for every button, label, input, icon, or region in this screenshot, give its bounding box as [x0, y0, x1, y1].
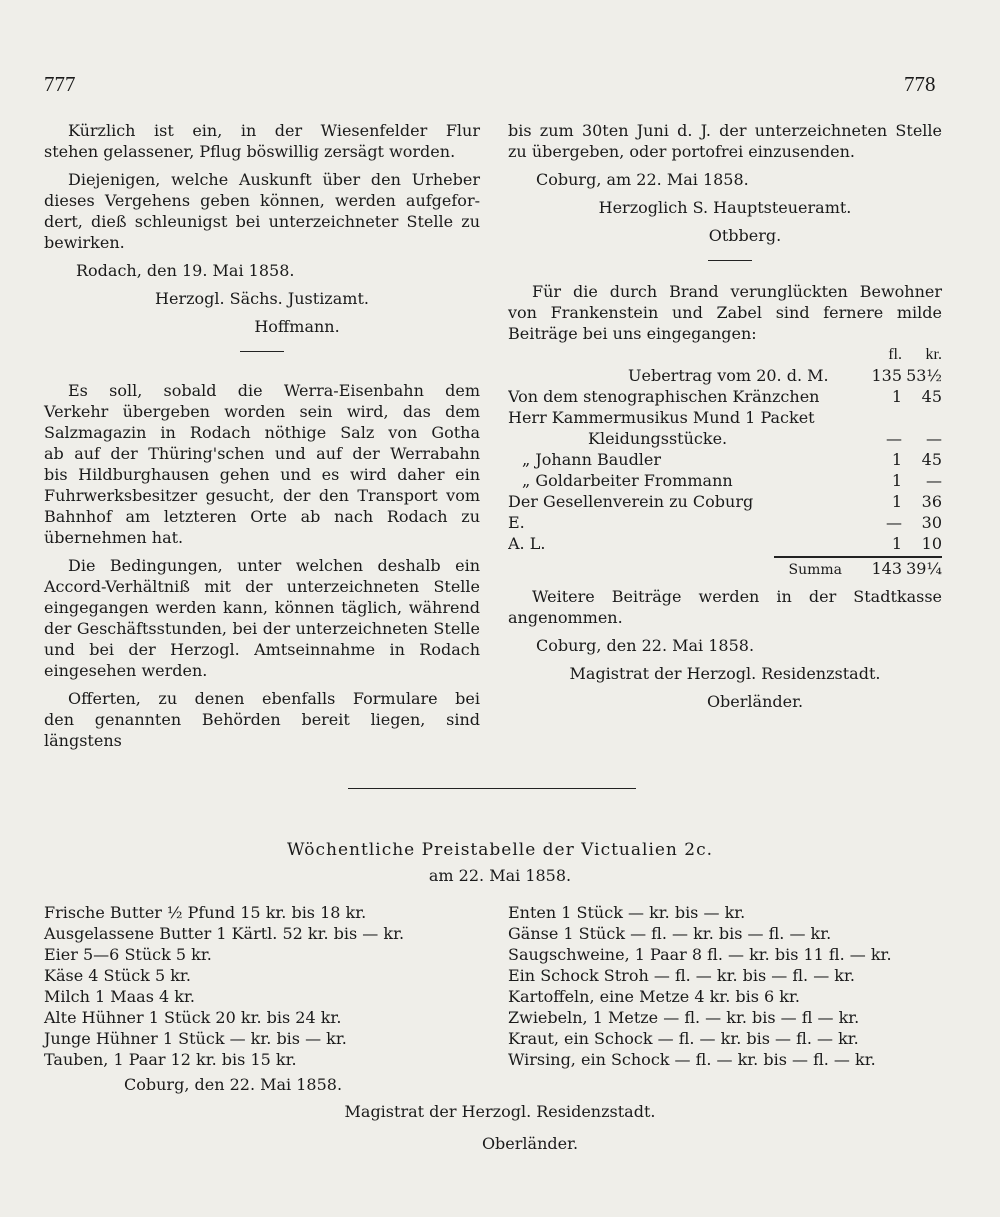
price-item: Tauben, 1 Paar 12 kr. bis 15 kr.	[44, 1050, 297, 1069]
price-item: Käse 4 Stück 5 kr.	[44, 966, 191, 985]
donation-row	[508, 386, 942, 407]
donation-name: E.	[508, 513, 525, 532]
text-line: den genannten Behörden bereit liegen, sind längstens	[44, 710, 480, 750]
price-item: Ein Schock Stroh — fl. — kr. bis — fl. — kr.	[508, 966, 855, 985]
text-line: von Frankenstein und Zabel sind fernere milde	[508, 303, 942, 322]
text-line: Fuhrwerksbesitzer gesucht, der den Transport vom	[44, 486, 480, 505]
donation-name: Von dem stenographischen Kränzchen	[508, 387, 820, 406]
text-line: Diejenigen, welche Auskunft über den Urheber	[68, 170, 480, 189]
text-line: zu übergeben, oder portofrei einzusenden.	[508, 142, 855, 161]
donation-fl: 1	[891, 534, 902, 553]
notice-plough	[44, 120, 480, 337]
donation-kr: 36	[921, 492, 942, 511]
donation-kr: 45	[921, 450, 942, 469]
text-line: eingegangen werden kann, können täglich, während	[44, 598, 480, 617]
right-column	[508, 120, 942, 712]
donation-name: A. L.	[508, 534, 546, 553]
donation-fl: 1	[891, 492, 902, 511]
donation-kr: 30	[921, 513, 942, 532]
donation-name: Uebertrag vom 20. d. M.	[628, 366, 829, 385]
text-line: Bahnhof am letzteren Orte ab nach Rodach zu	[44, 507, 480, 526]
price-item: Wirsing, ein Schock — fl. — kr. bis — fl. — kr.	[508, 1050, 876, 1069]
place-date: Coburg, den 22. Mai 1858.	[536, 636, 755, 655]
donation-fl: —	[886, 513, 902, 532]
donation-kr: —	[926, 471, 942, 490]
page-number-left: 777	[44, 72, 76, 96]
donation-kr: 53½	[906, 366, 942, 385]
donation-fl: 1	[891, 387, 902, 406]
text-line: angenommen.	[508, 608, 623, 627]
price-item: Gänse 1 Stück — fl. — kr. bis — fl. — kr.	[508, 924, 832, 943]
text-line: übernehmen hat.	[44, 528, 184, 547]
place-date: Coburg, den 22. Mai 1858.	[124, 1075, 343, 1094]
donation-fl: 135	[871, 366, 902, 385]
signature: Otbberg.	[708, 226, 782, 245]
text-line: bewirken.	[44, 233, 125, 252]
place-date: Coburg, am 22. Mai 1858.	[536, 170, 749, 189]
donation-row	[508, 491, 942, 512]
text-line: Weitere Beiträge werden in der Stadtkasse	[532, 587, 942, 606]
text-line: Die Bedingungen, unter welchen deshalb ein	[68, 556, 480, 575]
text-line: Salzmagazin in Rodach nöthige Salz von Gotha	[44, 423, 480, 442]
authority: Magistrat der Herzogl. Residenzstadt.	[344, 1102, 656, 1121]
price-item: Kartoffeln, eine Metze 4 kr. bis 6 kr.	[508, 987, 800, 1006]
price-item: Frische Butter ½ Pfund 15 kr. bis 18 kr.	[44, 903, 367, 922]
price-item: Zwiebeln, 1 Metze — fl. — kr. bis — fl — kr.	[508, 1008, 860, 1027]
donation-row	[508, 512, 942, 533]
price-list-right	[508, 902, 948, 1070]
price-item: Junge Hühner 1 Stück — kr. bis — kr.	[44, 1029, 347, 1048]
text-line: Verkehr übergeben worden sein wird, das dem	[44, 402, 480, 421]
separator-rule	[240, 351, 284, 352]
authority: Herzoglich S. Hauptsteueramt.	[598, 198, 852, 217]
text-line: der Geschäftsstunden, bei der unterzeichneten Stelle	[44, 619, 480, 638]
text-line: Kürzlich ist ein, in der Wiesenfelder Flur	[68, 121, 480, 140]
notice-salt-transport	[44, 380, 480, 751]
donation-row	[508, 407, 942, 428]
column-head-fl: fl.	[888, 346, 902, 363]
donation-name: „ Goldarbeiter Frommann	[522, 471, 733, 490]
donation-row	[508, 533, 942, 554]
price-item: Ausgelassene Butter 1 Kärtl. 52 kr. bis — kr.	[44, 924, 405, 943]
donation-row	[508, 449, 942, 470]
donation-fl: 1	[891, 450, 902, 469]
donation-sum	[508, 558, 942, 579]
text-line: bis Hildburghausen gehen und es wird daher ein	[44, 465, 480, 484]
price-list-left	[44, 902, 444, 1095]
sum-kr: 39¼	[906, 559, 942, 578]
signature: Oberländer.	[481, 1134, 579, 1153]
authority: Herzogl. Sächs. Justizamt.	[155, 289, 369, 308]
donation-name: Kleidungsstücke.	[588, 429, 728, 448]
price-item: Saugschweine, 1 Paar 8 fl. — kr. bis 11 fl. — kr.	[508, 945, 892, 964]
sum-fl: 143	[871, 559, 902, 578]
text-line: Es soll, sobald die Werra-Eisenbahn dem	[68, 381, 480, 400]
text-line: Beiträge bei uns eingegangen:	[508, 324, 757, 343]
donation-fl: —	[886, 429, 902, 448]
donation-name: „ Johann Baudler	[522, 450, 662, 469]
text-line: dieses Vergehens geben können, werden aufgefor-	[44, 191, 480, 210]
text-line: Offerten, zu denen ebenfalls Formulare bei	[68, 689, 480, 708]
signature: Oberländer.	[706, 692, 804, 711]
text-line: eingesehen werden.	[44, 661, 208, 680]
price-table-title: Wöchentliche Preistabelle der Victualien 2c.	[286, 840, 714, 860]
text-line: ab auf der Thüring'schen und auf der Werrabahn	[44, 444, 480, 463]
section-rule	[348, 788, 636, 789]
price-item: Milch 1 Maas 4 kr.	[44, 987, 195, 1006]
price-table-date: am 22. Mai 1858.	[428, 866, 572, 885]
notice-continuation	[508, 120, 942, 246]
price-item: Enten 1 Stück — kr. bis — kr.	[508, 903, 746, 922]
donation-header	[508, 344, 942, 365]
text-line: Accord-Verhältniß mit der unterzeichneten Stelle	[44, 577, 480, 596]
sum-label: Summa	[788, 562, 842, 578]
price-item: Alte Hühner 1 Stück 20 kr. bis 24 kr.	[44, 1008, 342, 1027]
donation-fl: 1	[891, 471, 902, 490]
donation-row	[508, 428, 942, 449]
page-number-right: 778	[904, 72, 936, 96]
price-item: Eier 5—6 Stück 5 kr.	[44, 945, 212, 964]
donation-row	[508, 470, 942, 491]
text-line: Für die durch Brand verunglückten Bewohner	[532, 282, 942, 301]
text-line: stehen gelassener, Pflug böswillig zersägt worden.	[44, 142, 456, 161]
donation-kr: —	[926, 429, 942, 448]
text-line: und bei der Herzogl. Amtseinnahme in Rodach	[44, 640, 480, 659]
column-head-kr: kr.	[925, 346, 942, 363]
left-column	[44, 120, 480, 751]
signature: Hoffmann.	[254, 317, 340, 336]
notice-donations	[508, 281, 942, 712]
text-line: dert, dieß schleunigst bei unterzeichneter Stelle zu	[44, 212, 480, 231]
place-date: Rodach, den 19. Mai 1858.	[76, 261, 295, 280]
donation-name: Der Gesellenverein zu Coburg	[508, 492, 754, 511]
price-item: Kraut, ein Schock — fl. — kr. bis — fl. — kr.	[508, 1029, 859, 1048]
donation-row	[508, 365, 942, 386]
donation-kr: 10	[921, 534, 942, 553]
donation-name: Herr Kammermusikus Mund 1 Packet	[508, 408, 815, 427]
donation-kr: 45	[921, 387, 942, 406]
text-line: bis zum 30ten Juni d. J. der unterzeichneten Stelle	[508, 121, 942, 140]
authority: Magistrat der Herzogl. Residenzstadt.	[569, 664, 881, 683]
separator-rule	[708, 260, 752, 261]
